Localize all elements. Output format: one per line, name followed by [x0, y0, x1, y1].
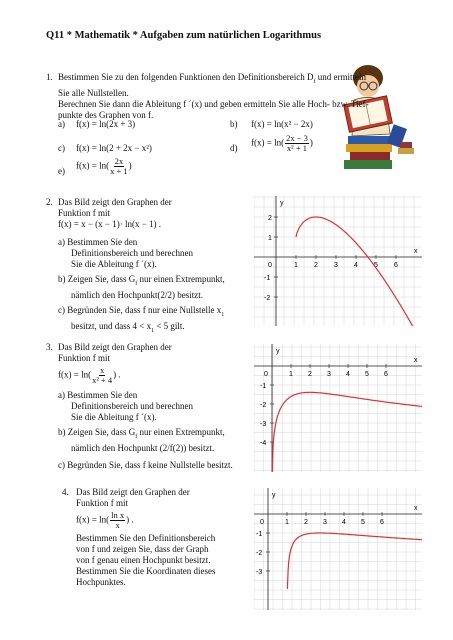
task2-intro-3: f(x) = x − (x − 1)· ln(x − 1) .: [58, 219, 162, 229]
y-tick-label: -2: [264, 295, 271, 302]
task1e-post: ): [128, 160, 132, 171]
task1b-label: b): [230, 119, 238, 129]
task1e-expr: [76, 157, 132, 176]
task4-intro-2: Funktion f mit: [76, 498, 129, 508]
task3-post: ) .: [113, 369, 121, 380]
y-tick-label: -1: [256, 531, 263, 538]
task1d-numerator: 2x − 3: [286, 133, 308, 143]
task3-text: [58, 342, 233, 471]
task4-text: [76, 487, 215, 588]
x-tick-label: 4: [342, 519, 346, 526]
x-tick-label: 2: [308, 371, 312, 378]
task3a-line-2: Definitionsbereich und berechnen: [71, 401, 193, 411]
y-axis-label: y: [280, 200, 284, 207]
x-tick-label: 2: [304, 519, 308, 526]
task3b-line-2: nämlich den Hochpunkt (2/f(2)) besitzt.: [71, 442, 215, 453]
task1-number: 1.: [46, 72, 53, 82]
x-tick-label: 5: [365, 371, 369, 378]
task3a-line-1: a) Bestimmen Sie den: [58, 390, 138, 400]
task4-denominator: x: [115, 520, 120, 530]
task1-line-4: punkte des Graphen von f.: [58, 109, 154, 120]
task2-text: [58, 197, 225, 336]
task4-rest-3: von f genau einen Hochpunkt besitzt.: [76, 555, 211, 565]
task2-intro-2: Funktion f mit: [58, 208, 111, 218]
task2b-sub: f: [135, 280, 138, 287]
x-tick-label: 1: [289, 371, 293, 378]
task2a-line-3: Sie die Ableitung f ´(x).: [71, 259, 157, 269]
task3-fraction: [92, 366, 112, 385]
graph-task2: [254, 196, 422, 326]
graph-task3: [254, 344, 422, 472]
task1e-label: e): [58, 166, 65, 176]
task4-post: ) .: [126, 514, 134, 525]
task3-expr: [58, 366, 233, 385]
task1e-numerator: 2x: [114, 156, 124, 166]
task4-number: 4.: [62, 487, 69, 497]
task2b-line-1: b) Zeigen Sie, dass G: [58, 274, 136, 284]
task2a-line-1: a) Bestimmen Sie den: [58, 237, 138, 247]
task1-line-1-tail: und ermitteln: [315, 72, 366, 82]
task1e-pre: f(x) = ln(: [76, 160, 110, 171]
y-tick-label: -2: [256, 550, 263, 557]
x-tick-label: 6: [380, 519, 384, 526]
task2b-line-2: nämlich den Hochpunkt(2/2) besitzt.: [71, 289, 203, 300]
task2c-line-1: c) Begründen Sie, dass f nur eine Nullstelle x: [58, 304, 222, 315]
x-tick-label: 6: [384, 371, 388, 378]
y-tick-label: -2: [260, 402, 267, 409]
task2b-tail: nur einen Extrempunkt,: [137, 274, 225, 284]
task1d-expr: [251, 134, 313, 153]
task3b-line-1: b) Zeigen Sie, dass G: [58, 427, 136, 437]
x-tick-label: 1: [294, 262, 298, 269]
y-axis-label: y: [272, 492, 276, 499]
task3-number: 3.: [46, 342, 53, 352]
page-title: Q11 * Mathematik * Aufgaben zum natürlichen Logarithmus: [46, 30, 322, 41]
task3-intro-1: Das Bild zeigt den Graphen der: [58, 342, 172, 352]
task1b-expr: f(x) = ln(x² − 2x): [251, 119, 313, 129]
task1-sub-f: f: [313, 78, 316, 85]
task1-text: [58, 72, 369, 121]
x-tick-label: 1: [285, 519, 289, 526]
x-tick-label: 6: [394, 262, 398, 269]
x-axis-label: x: [414, 248, 418, 255]
task1-line-2: Sie alle Nullstellen.: [58, 87, 129, 98]
y-tick-label: -4: [260, 440, 267, 447]
x-axis-label: x: [414, 357, 418, 364]
y-tick-label: -3: [256, 569, 263, 576]
x-tick-label: 4: [346, 371, 350, 378]
task1e-denominator: x + 1: [110, 166, 128, 176]
task2-number: 2.: [46, 197, 53, 207]
task4-rest-5: Hochpunktes.: [76, 577, 126, 587]
task4-expr: [76, 511, 215, 530]
task3-intro-2: Funktion f mit: [58, 353, 111, 363]
task1c-expr: f(x) = ln(2 + 2x − x²): [76, 143, 152, 153]
x-axis-label: x: [414, 505, 418, 512]
task1d-post: ): [309, 137, 313, 148]
x-tick-label: 0: [268, 262, 272, 269]
task1d-denominator: x² + 1: [286, 143, 308, 153]
task4-intro-1: Das Bild zeigt den Graphen der: [76, 487, 190, 497]
y-tick-label: 2: [268, 215, 272, 222]
x-tick-label: 0: [264, 371, 268, 378]
task1c-label: c): [58, 143, 65, 153]
x-tick-label: 0: [260, 519, 264, 526]
y-tick-label: -3: [260, 421, 267, 428]
task4-rest-4: Bestimmen Sie die Koordinaten dieses: [76, 566, 216, 576]
y-tick-label: 1: [268, 235, 272, 242]
x-tick-label: 4: [354, 262, 358, 269]
task3b-tail: nur einen Extrempunkt,: [137, 427, 225, 437]
task1d-label: d): [230, 143, 238, 153]
task2c-line-2-tail: < 5 gilt.: [154, 320, 185, 331]
x-tick-label: 5: [374, 262, 378, 269]
task4-fraction: [110, 511, 125, 530]
y-axis-label: y: [276, 348, 280, 355]
y-tick-label: -1: [264, 275, 271, 282]
task1-line-3: Berechnen Sie dann die Ableitung f ´(x) und geben ermitteln Sie alle Hoch- bzw. Tief-: [58, 98, 369, 109]
task4-rest-2: von f und zeigen Sie, dass der Graph: [76, 544, 209, 554]
task1e-fraction: [110, 157, 128, 176]
task2c-sub-1: 1: [221, 311, 225, 318]
x-tick-label: 2: [314, 262, 318, 269]
x-tick-label: 3: [334, 262, 338, 269]
task1d-fraction: [285, 134, 309, 153]
x-tick-label: 3: [323, 519, 327, 526]
task4-numerator: ln x: [111, 510, 125, 520]
task4-pre: f(x) = ln(: [76, 514, 110, 525]
task2a-line-2: Definitionsbereich und berechnen: [71, 248, 193, 258]
task1d-pre: f(x) = ln(: [251, 137, 285, 148]
task3b-sub: f: [135, 433, 138, 440]
function-curve: [272, 392, 422, 472]
task2c-sub-2: 1: [151, 327, 155, 334]
task4-rest-1: Bestimmen Sie den Definitionsbereich: [76, 533, 216, 543]
graph-task4: [254, 488, 422, 610]
y-tick-label: -1: [260, 383, 267, 390]
task3a-line-3: Sie die Ableitung f ´(x).: [71, 412, 157, 422]
task1a-expr: f(x) = ln(2x + 3): [76, 119, 136, 129]
task2-intro-1: Das Bild zeigt den Graphen der: [58, 197, 172, 207]
task3c-line: c) Begründen Sie, dass f keine Nullstelle besitzt.: [58, 459, 233, 470]
task3-denominator: x² + 4: [92, 375, 113, 385]
task1a-label: a): [58, 119, 65, 129]
task3-numerator: x: [100, 365, 105, 375]
task3-pre: f(x) = ln(: [58, 369, 92, 380]
x-tick-label: 5: [361, 519, 365, 526]
task2c-line-2: besitzt, und dass 4 < x: [71, 320, 152, 331]
x-tick-label: 3: [327, 371, 331, 378]
task1-line-1: Bestimmen Sie zu den folgenden Funktionen den Definitionsbereich D: [58, 72, 314, 82]
